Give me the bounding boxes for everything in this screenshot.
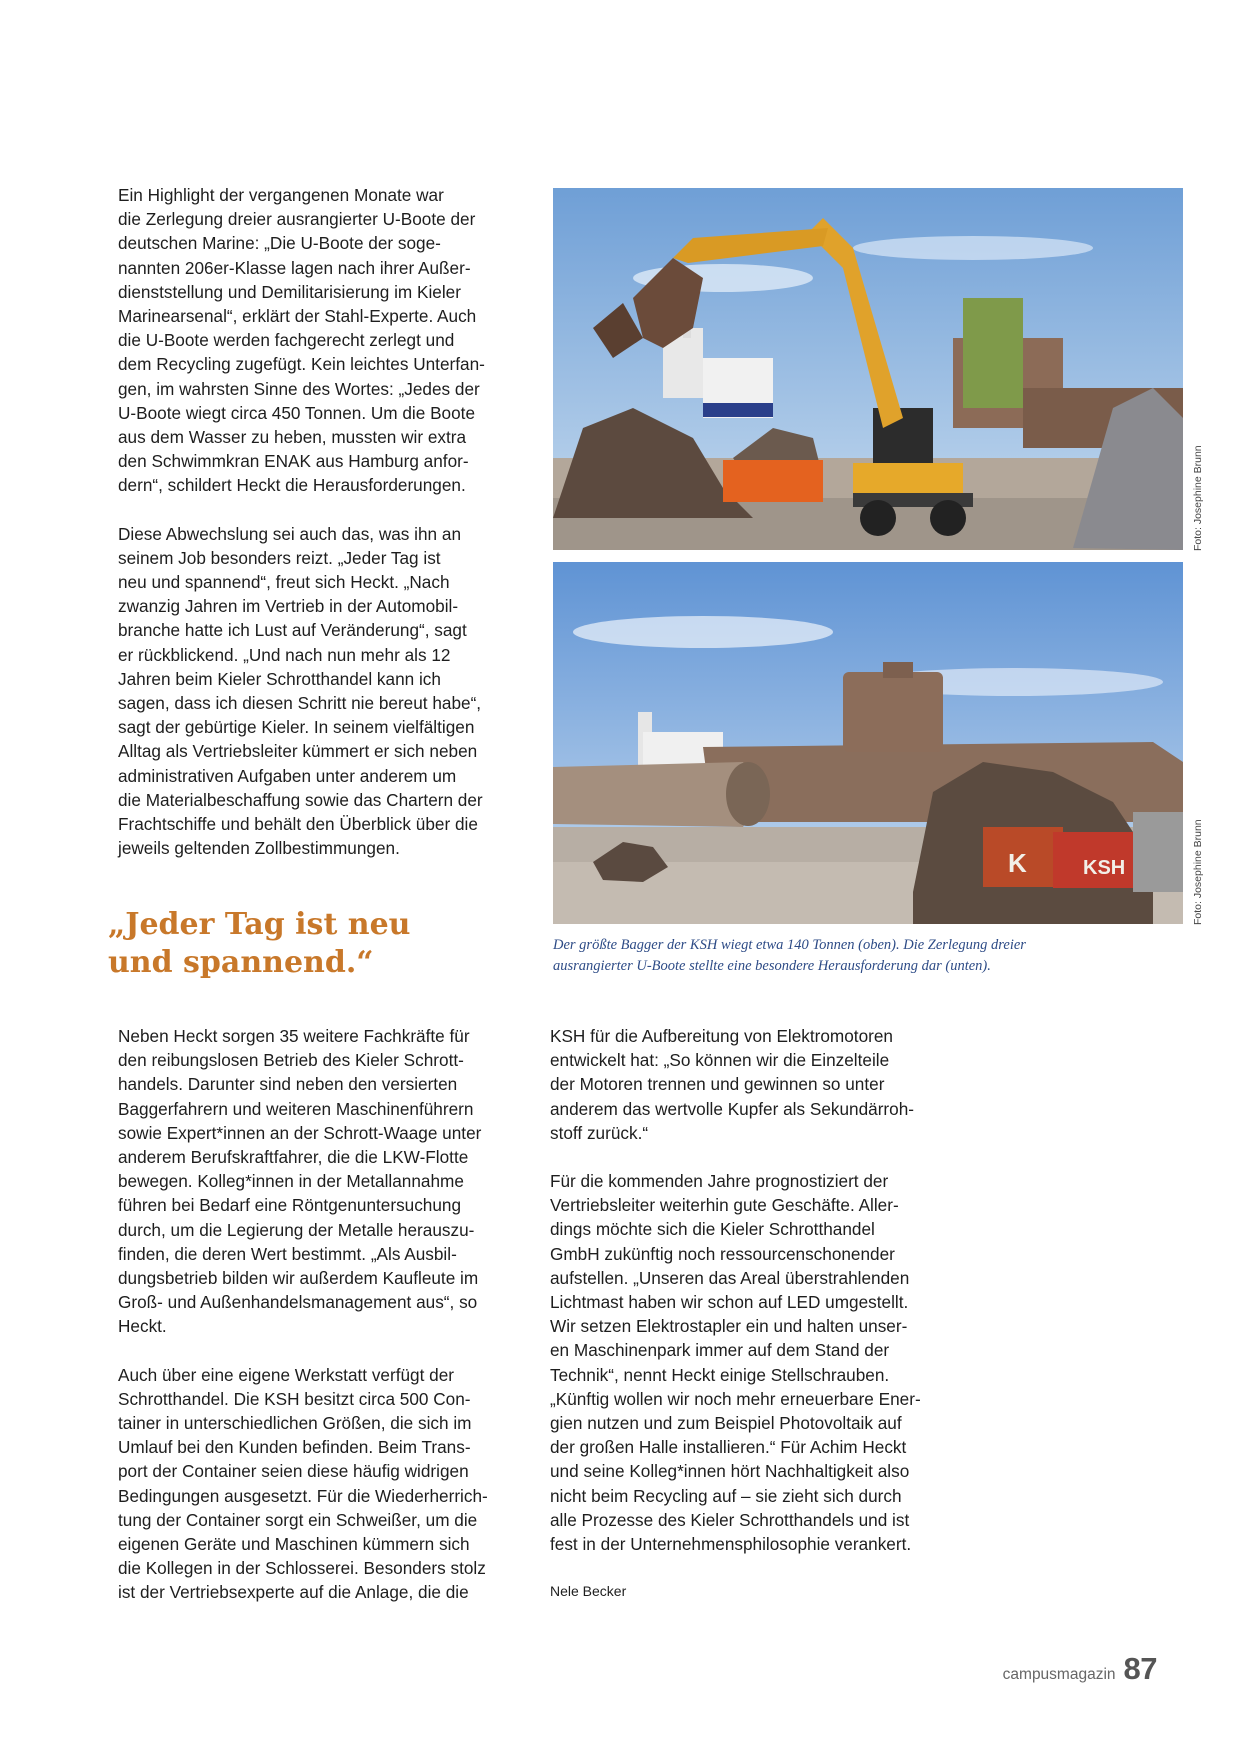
pull-quote: „Jeder Tag ist neu und spannend.“ <box>108 907 411 980</box>
article-column-bottom-right <box>550 1024 950 1580</box>
page-number: 87 <box>1123 1651 1157 1686</box>
photo-credit-top: Foto: Josephine Brunn <box>1192 445 1204 551</box>
container-lettering: KSH <box>1083 857 1126 879</box>
photo-credit-bottom: Foto: Josephine Brunn <box>1192 819 1204 925</box>
photo-excavator <box>553 188 1183 550</box>
magazine-name: campusmagazin <box>1002 1666 1116 1683</box>
author-name: Nele Becker <box>550 1583 627 1599</box>
paragraph: Auch über eine eigene Werkstatt verfügt der Schrotthandel. Die KSH besitzt circa 500 Con- tainer in unterschiedlichen Größen, die sich im Umlauf bei den Kunden befinden. Beim Trans- port der Container seien diese häufig widrigen Bedingungen ausgesetzt. Für die Wiederherrich- tung der Container sorgt ein Schweißer, um die eigenen Geräte und Maschinen kümmern sich die Kollegen in der Schlosserei. Besonders stolz ist der Vertriebsexperte auf die Anlage, die die <box>118 1364 488 1603</box>
article-column-top-left <box>118 183 518 884</box>
paragraph: Für die kommenden Jahre prognostiziert der Vertriebsleiter weiterhin gute Geschäfte. Aller- dings möchte sich die Kieler Schrotthandel GmbH zukünftig noch ressourcenschonender aufstellen. „Unseren das Areal überstrahlenden Lichtmast haben wir schon auf LED umgestellt. Wir setzen Elektrostapler ein und halten unser- en Maschinenpark immer auf dem Stand der Technik“, nennt Heckt einige Stellschrauben. „Künftig wollen wir noch mehr erneuerbare Ener- gien nutzen und zum Beispiel Photovoltaik auf der großen Halle installieren.“ Für Achim Heckt und seine Kolleg*innen hört Nachhaltigkeit also nicht beim Recycling auf – sie zieht sich durch alle Prozesse des Kieler Schrotthandels und ist fest in der Unternehmensphilosophie verankert. <box>550 1171 921 1555</box>
article-column-bottom-left <box>118 1024 518 1629</box>
paragraph: KSH für die Aufbereitung von Elektromotoren entwickelt hat: „So können wir die Einzelteile der Motoren trennen und gewinnen so unter anderem das wertvolle Kupfer als Sekundärroh- stoff zurück.“ <box>550 1026 914 1143</box>
photo-submarine <box>553 562 1183 924</box>
container-lettering-k: K <box>1008 848 1027 878</box>
paragraph: Neben Heckt sorgen 35 weitere Fachkräfte für den reibungslosen Betrieb des Kieler Schrott- handels. Darunter sind neben den versierten Baggerfahrern und weiteren Maschinenführern sowie Expert*innen an der Schrott-Waage unter anderem Berufskraftfahrer, die die LKW-Flotte bewegen. Kolleg*innen in der Metallannahme führen bei Bedarf eine Röntgenuntersuchung durch, um die Legierung der Metalle herauszu- finden, die deren Wert bestimmt. „Als Ausbil- dungsbetrieb bilden wir außerdem Kaufleute im Groß- und Außenhandelsmanagement aus“, so Heckt. <box>118 1026 482 1337</box>
paragraph: Diese Abwechslung sei auch das, was ihn an seinem Job besonders reizt. „Jeder Tag ist neu und spannend“, freut sich Heckt. „Nach zwanzig Jahren im Vertrieb in der Automobil- branche hatte ich Lust auf Veränderung“, sagt er rückblickend. „Und nach nun mehr als 12 Jahren beim Kieler Schrotthandel kann ich sagen, dass ich diesen Schritt nie bereut habe“, sagt der gebürtige Kieler. In seinem vielfältigen Alltag als Vertriebsleiter kümmert er sich neben administrativen Aufgaben unter anderem um die Materialbeschaffung sowie das Chartern der Frachtschiffe und behält den Überblick über die jeweils geltenden Zollbestimmungen. <box>118 523 483 859</box>
photo-caption: Der größte Bagger der KSH wiegt etwa 140 Tonnen (oben). Die Zerlegung dreier ausrangierter U-Boote stellte eine besondere Herausforderung dar (unten). <box>553 937 1026 974</box>
paragraph: Ein Highlight der vergangenen Monate war die Zerlegung dreier ausrangierter U-Boote der deutschen Marine: „Die U-Boote der soge- nannten 206er-Klasse lagen nach ihrer Außer- dienststellung und Demilitarisierung im Kieler Marinearsenal“, erklärt der Stahl-Experte. Auch die U-Boote werden fachgerecht zerlegt und dem Recycling zugefügt. Kein leichtes Unterfan- gen, im wahrsten Sinne des Wortes: „Jedes der U-Boote wiegt circa 450 Tonnen. Um die Boote aus dem Wasser zu heben, mussten wir extra den Schwimmkran ENAK aus Hamburg anfor- dern“, schildert Heckt die Herausforderungen. <box>118 185 485 496</box>
page-footer <box>1003 1651 1157 1687</box>
